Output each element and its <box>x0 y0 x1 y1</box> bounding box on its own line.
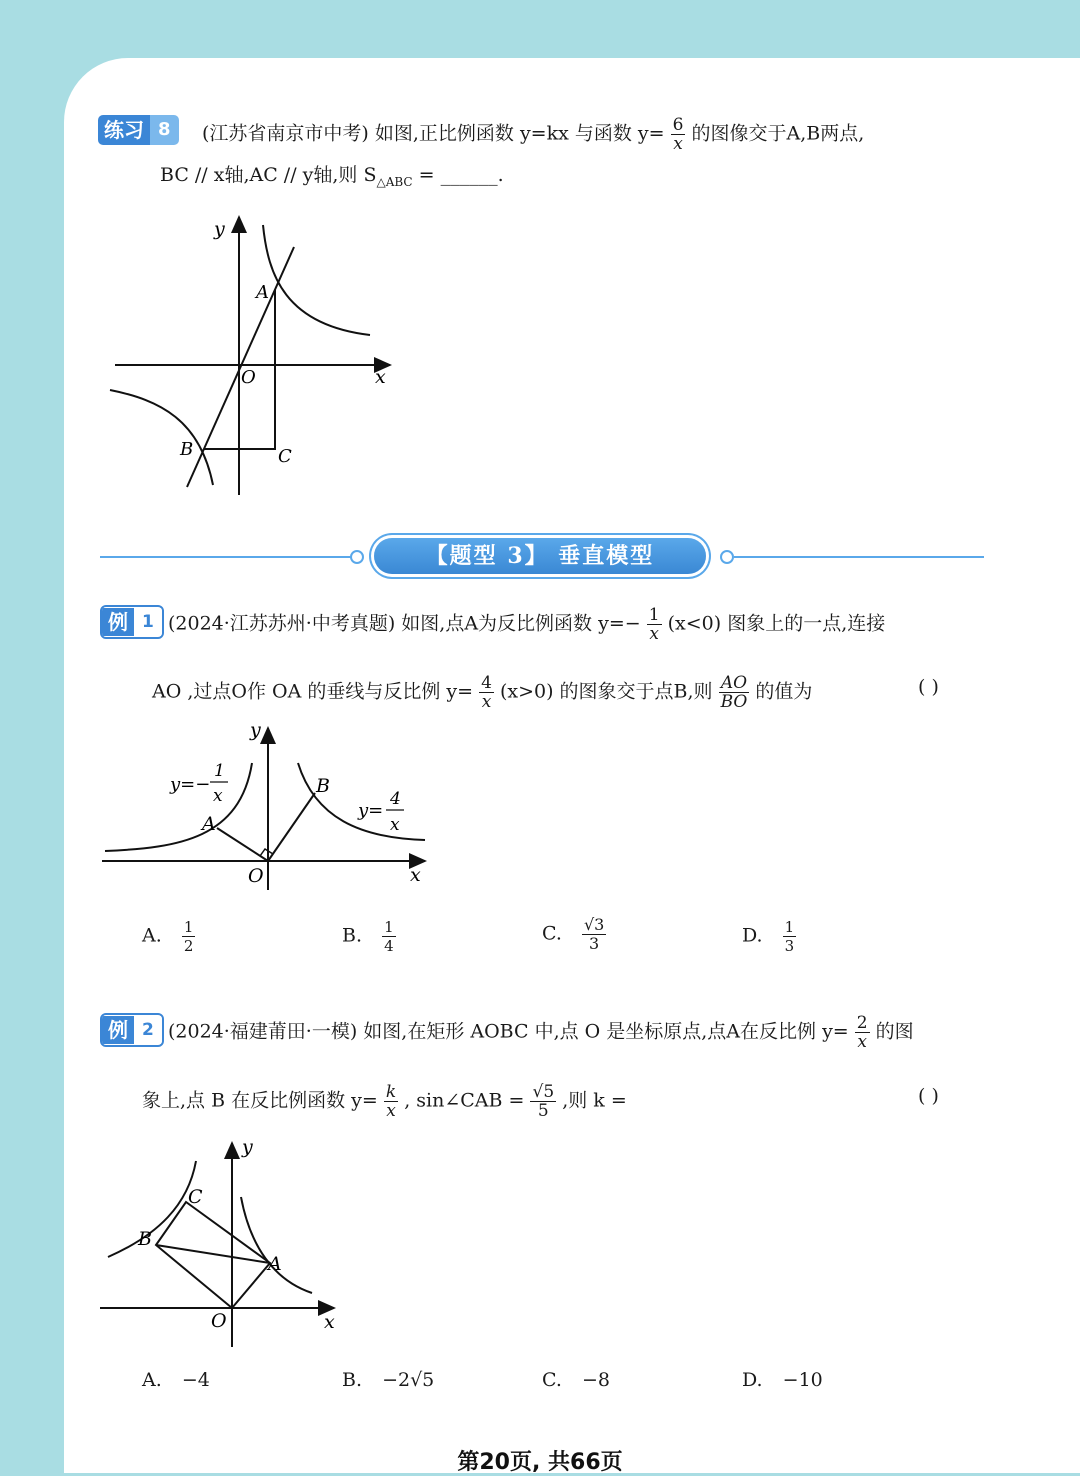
practice-fraction <box>671 116 686 153</box>
option-letter: A. <box>142 1369 162 1391</box>
left-curve-eq: y=− <box>170 774 211 795</box>
example1-option-d[interactable] <box>742 918 796 955</box>
practice-question-line2 <box>160 162 504 195</box>
section-banner: 【题型 3】 垂直模型 <box>374 538 706 574</box>
banner-line-left <box>100 556 352 558</box>
axis-label-y: y <box>214 218 225 240</box>
example1-line2 <box>152 674 812 711</box>
fraction-numerator: k <box>385 1082 397 1102</box>
option-fraction <box>382 918 396 955</box>
example1-fraction2 <box>479 674 494 711</box>
practice-line1-text: (江苏省南京市中考) 如图,正比例函数 y=kx 与函数 y= <box>202 122 665 145</box>
example2-fraction1 <box>855 1014 870 1051</box>
right-curve-num: 4 <box>390 789 401 809</box>
practice-graph <box>100 205 410 505</box>
option-fraction <box>582 916 606 953</box>
fraction-numerator: 1 <box>784 918 795 936</box>
fraction-denominator: x <box>649 624 659 644</box>
example2-tag-word: 例 <box>102 1016 134 1044</box>
example1-tag <box>100 605 164 639</box>
example1-line2-a: AO ,过点O作 OA 的垂线与反比例 y= <box>152 680 474 703</box>
example1-line2-c: 的值为 <box>755 680 813 703</box>
fraction-numerator: 4 <box>481 673 492 693</box>
example2-line2 <box>142 1083 627 1120</box>
triangle-subscript: △ABC <box>376 174 413 189</box>
fraction-denominator: x <box>386 1101 396 1121</box>
point-label-a: A <box>256 282 269 303</box>
example2-line2-a: 象上,点 B 在反比例函数 y= <box>142 1089 378 1112</box>
fraction-denominator: 3 <box>589 934 600 953</box>
point-label-c: C <box>188 1186 203 1208</box>
example1-tag-number: 1 <box>134 608 162 636</box>
example1-fraction1 <box>647 606 662 643</box>
example2-line1 <box>168 1014 914 1051</box>
point-label-a: A <box>268 1253 282 1275</box>
option-fraction <box>783 918 797 955</box>
example2-option-d[interactable] <box>742 1369 823 1391</box>
fraction-denominator: x <box>857 1032 867 1052</box>
option-letter: C. <box>542 922 562 945</box>
option-letter: D. <box>742 924 763 947</box>
option-letter: B. <box>342 1369 363 1391</box>
fraction-numerator: 1 <box>183 918 194 936</box>
fraction-denominator: 3 <box>784 937 795 955</box>
example2-answer-paren: ( ) <box>918 1085 939 1107</box>
option-letter: C. <box>542 1369 562 1391</box>
practice-tag <box>98 115 179 145</box>
fraction-denominator: 4 <box>384 937 394 955</box>
example2-option-b[interactable] <box>342 1369 434 1391</box>
point-label-a: A <box>202 813 216 835</box>
example2-fraction2 <box>384 1083 398 1120</box>
point-label-b: B <box>138 1228 152 1250</box>
example2-line2-b: , sin∠CAB = <box>404 1089 525 1112</box>
right-curve-eq: y= <box>358 800 384 821</box>
axis-label-y: y <box>250 719 261 741</box>
example1-line1-mid: (x<0) 图象上的一点,连接 <box>667 612 886 635</box>
example2-line1-end: 的图 <box>875 1020 914 1043</box>
axis-label-x: x <box>410 864 421 886</box>
left-curve-den: x <box>213 786 223 806</box>
example1-option-b[interactable] <box>342 918 396 955</box>
axis-label-y: y <box>242 1136 253 1158</box>
option-value: −4 <box>181 1369 210 1391</box>
fraction-denominator: 2 <box>183 937 194 955</box>
practice-tag-word: 练习 <box>98 115 150 145</box>
practice-question-line1 <box>202 116 864 153</box>
example1-option-a[interactable] <box>142 918 195 955</box>
point-label-b: B <box>180 439 194 460</box>
example2-fraction3 <box>530 1083 556 1120</box>
example1-graph <box>100 718 440 893</box>
origin-label: O <box>211 1310 227 1332</box>
page-footer: 第20页, 共66页 <box>457 1450 623 1475</box>
left-curve-num: 1 <box>214 761 225 781</box>
fraction-numerator: 2 <box>856 1013 868 1033</box>
fraction-numerator: AO <box>719 674 750 693</box>
example2-line1-text: (2024·福建莆田·一模) 如图,在矩形 AOBC 中,点 O 是坐标原点,点A在反比例 y= <box>168 1020 849 1043</box>
fraction-numerator: 6 <box>672 115 684 135</box>
fraction-denominator: x <box>673 134 683 154</box>
fraction-denominator: BO <box>720 692 748 712</box>
example2-option-a[interactable] <box>142 1369 210 1391</box>
option-fraction <box>182 918 196 955</box>
example1-answer-paren: ( ) <box>918 676 939 698</box>
example2-tag <box>100 1013 164 1047</box>
option-letter: A. <box>142 924 162 947</box>
segment-bo <box>268 793 315 861</box>
option-value: −8 <box>581 1369 610 1391</box>
banner-line-right <box>734 556 984 558</box>
fraction-denominator: 5 <box>537 1101 549 1121</box>
option-letter: B. <box>342 924 363 947</box>
practice-tag-number: 8 <box>150 115 179 145</box>
practice-answer-blank: = ______. <box>412 164 504 186</box>
example2-tag-number: 2 <box>134 1016 162 1044</box>
axis-label-x: x <box>375 366 386 388</box>
option-letter: D. <box>742 1369 763 1391</box>
hyperbola-left-k <box>108 1161 196 1257</box>
banner-dot-left <box>350 550 364 564</box>
point-label-c: C <box>278 446 292 467</box>
example1-line1-text: (2024·江苏苏州·中考真题) 如图,点A为反比例函数 y=− <box>168 612 641 635</box>
banner-dot-right <box>720 550 734 564</box>
origin-label: O <box>241 367 256 388</box>
fraction-denominator: x <box>481 692 492 712</box>
example1-line1 <box>168 606 885 643</box>
example1-fraction3 <box>719 674 750 711</box>
origin-label: O <box>248 865 264 887</box>
hyperbola-right-2x <box>241 1197 312 1293</box>
example2-line2-c: ,则 k = <box>562 1089 627 1112</box>
fraction-numerator: 1 <box>648 605 660 625</box>
example1-line2-b: (x>0) 的图象交于点B,则 <box>499 680 713 703</box>
example2-graph <box>98 1135 348 1350</box>
practice-line1-end: 的图像交于A,B两点, <box>691 122 865 145</box>
fraction-numerator: √3 <box>583 915 605 934</box>
fraction-numerator: √5 <box>532 1082 555 1102</box>
option-value: −10 <box>782 1369 823 1391</box>
example2-option-c[interactable] <box>542 1369 610 1391</box>
fraction-numerator: 1 <box>384 918 394 936</box>
point-label-b: B <box>316 775 330 797</box>
example1-tag-word: 例 <box>102 608 134 636</box>
right-curve-den: x <box>390 815 400 835</box>
axis-label-x: x <box>324 1311 335 1333</box>
practice-line2-text: BC // x轴,AC // y轴,则 S <box>160 164 377 186</box>
example1-option-c[interactable] <box>542 916 606 953</box>
hyperbola-branch-left <box>110 390 213 485</box>
option-value: −2√5 <box>382 1369 435 1391</box>
